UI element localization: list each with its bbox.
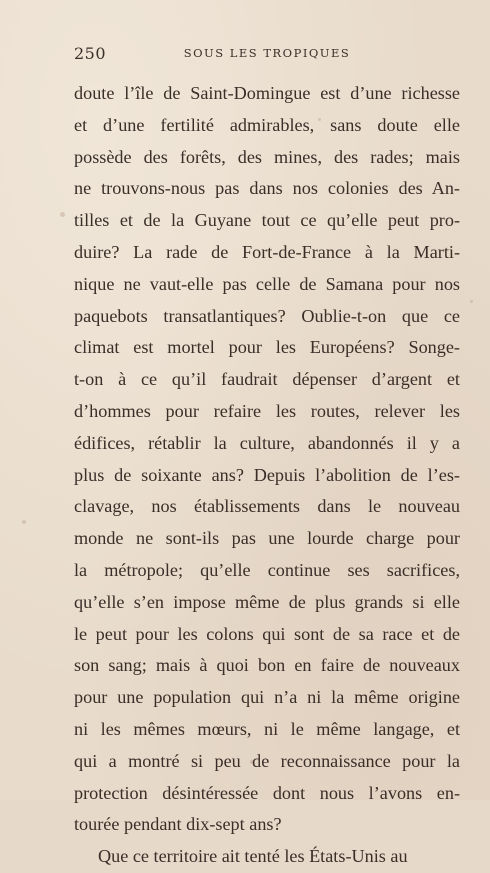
text-line: protection désintéressée dont nous l’avons en- [74,782,460,803]
text-line: qu’elle s’en impose même de plus grands si elle [74,591,460,612]
text-line: pour une population qui n’a ni la même origine [74,687,460,708]
text-line: tilles et de la Guyane tout ce qu’elle peut pro- [74,210,460,231]
page-header [74,44,460,66]
text-line: d’hommes pour refaire les routes, relever les [74,400,460,421]
text-line: nique ne vaut-elle pas celle de Samana pour nos [74,273,460,294]
text-line: la métropole; qu’elle continue ses sacrifices, [74,559,460,580]
paragraph-start-line: Que ce territoire ait tenté les États-Unis au [98,846,408,867]
text-line: climat est mortel pour les Européens? Songe- [74,337,460,358]
foxing-spot [22,520,26,524]
foxing-spot [60,212,65,217]
text-line: monde ne sont-ils pas une lourde charge pour [74,528,460,549]
foxing-spot [470,300,473,303]
text-line: édifices, rétablir la culture, abandonnés il y a [74,432,460,453]
text-line: tourée pendant dix-sept ans? [74,814,282,835]
text-line: ne trouvons-nous pas dans nos colonies des An- [74,178,460,199]
text-line: ni les mêmes mœurs, ni le même langage, et [74,718,460,739]
text-line: et d’une fertilité admirables, sans doute elle [74,114,460,135]
text-line: duire? La rade de Fort-de-France à la Marti- [74,241,460,262]
text-line: qui a montré si peu de reconnaissance pour la [74,750,460,771]
text-line: son sang; mais à quoi bon en faire de nouveaux [74,655,460,676]
running-title: SOUS LES TROPIQUES [183,46,351,60]
text-line: paquebots transatlantiques? Oublie-t-on que ce [74,305,460,326]
text-line: plus de soixante ans? Depuis l’abolition de l’es- [74,464,460,485]
text-line: le peut pour les colons qui sont de sa race et de [74,623,460,644]
text-line: possède des forêts, des mines, des rades; mais [74,146,460,167]
text-line: clavage, nos établissements dans le nouveau [74,496,460,517]
body-text [74,78,460,873]
text-line: doute l’île de Saint-Domingue est d’une richesse [74,83,460,103]
text-line: t-on à ce qu’il faudrait dépenser d’argent et [74,369,460,390]
page-number: 250 [74,44,107,63]
